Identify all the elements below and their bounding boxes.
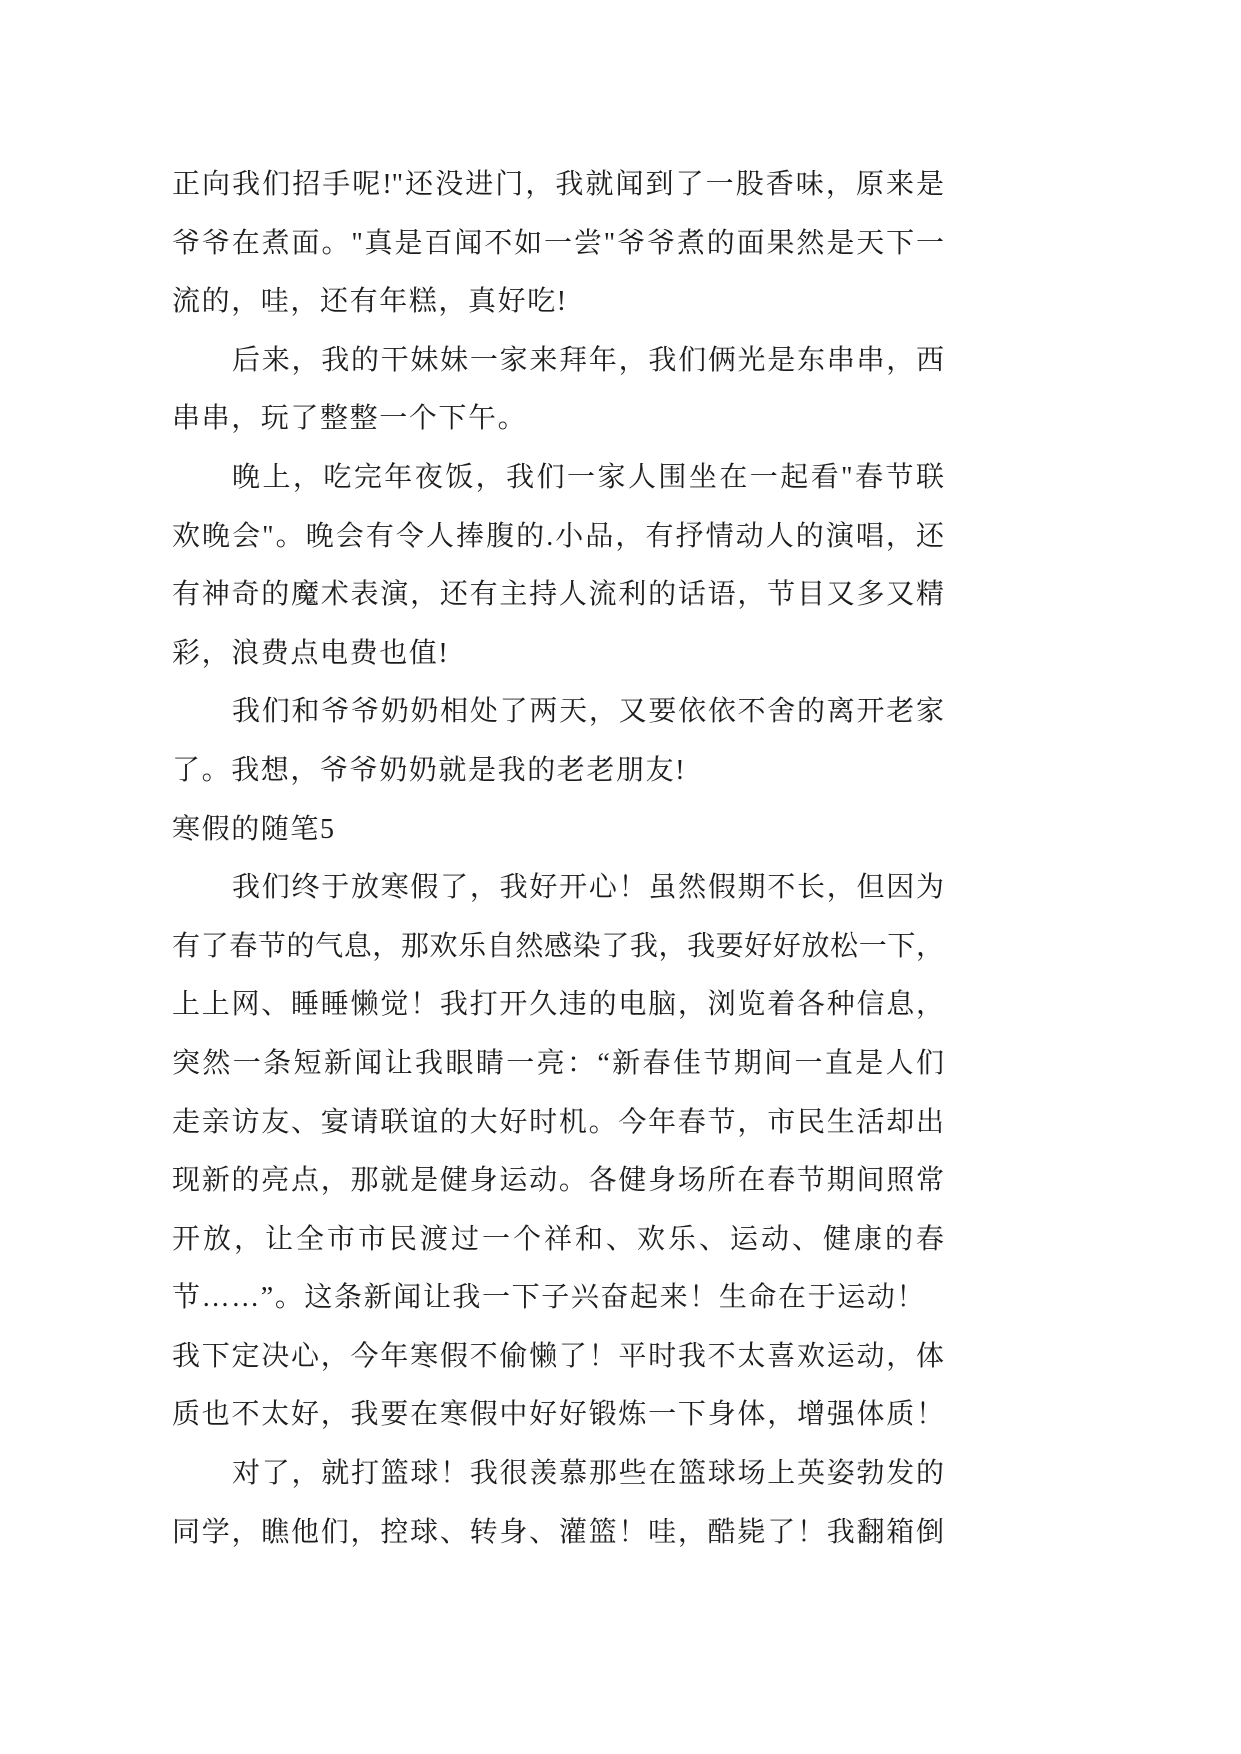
text-line: 后来，我的干妹妹一家来拜年，我们俩光是东串串，西 <box>232 344 944 376</box>
text-line: 爷爷在煮面。"真是百闻不如一尝"爷爷煮的面果然是天下一 <box>172 227 944 259</box>
text-line: 开放，让全市市民渡过一个祥和、欢乐、运动、健康的春 <box>172 1223 944 1255</box>
text-line: 了。我想，爷爷奶奶就是我的老老朋友! <box>172 754 687 786</box>
paragraph <box>172 683 944 800</box>
text-line: 对了，就打篮球！我很羡慕那些在篮球场上英姿勃发的 <box>232 1458 944 1490</box>
text-line: 突然一条短新闻让我眼睛一亮：“新春佳节期间一直是人们 <box>172 1047 944 1079</box>
paragraph <box>172 332 944 449</box>
text-line: 彩，浪费点电费也值! <box>172 637 450 669</box>
text-line: 我们和爷爷奶奶相处了两天，又要依依不舍的离开老家 <box>232 696 944 728</box>
text-line: 上上网、睡睡懒觉！我打开久违的电脑，浏览着各种信息， <box>172 989 944 1021</box>
text-line: 有神奇的魔术表演，还有主持人流利的话语，节目又多又精 <box>172 579 944 611</box>
text-line: 有了春节的气息，那欢乐自然感染了我，我要好好放松一下， <box>172 930 944 962</box>
text-line: 我下定决心，今年寒假不偷懒了！平时我不太喜欢运动，体 <box>172 1340 944 1372</box>
essay-title: 寒假的随笔5 <box>172 813 336 845</box>
text-line: 晚上，吃完年夜饭，我们一家人围坐在一起看"春节联 <box>232 461 944 493</box>
essay <box>172 801 944 1563</box>
paragraph <box>172 1328 944 1445</box>
text-line: 正向我们招手呢!"还没进门，我就闻到了一股香味，原来是 <box>172 169 944 200</box>
paragraph <box>172 859 944 1328</box>
paragraph <box>172 156 944 332</box>
text-line: 流的，哇，还有年糕，真好吃! <box>172 286 568 318</box>
text-line: 节……”。这条新闻让我一下子兴奋起来！生命在于运动！ <box>172 1282 927 1314</box>
text-line: 现新的亮点，那就是健身运动。各健身场所在春节期间照常 <box>172 1165 944 1197</box>
previous-essay-continuation <box>172 156 944 801</box>
paragraph <box>172 1445 944 1562</box>
text-line: 质也不太好，我要在寒假中好好锻炼一下身体，增强体质！ <box>172 1399 944 1431</box>
text-line: 欢晚会"。晚会有令人捧腹的.小品，有抒情动人的演唱，还 <box>172 520 944 552</box>
text-line: 同学，瞧他们，控球、转身、灌篮！哇，酷毙了！我翻箱倒 <box>172 1516 944 1548</box>
paragraph <box>172 449 944 683</box>
document-body <box>172 156 944 1562</box>
text-line: 串串，玩了整整一个下午。 <box>172 403 528 435</box>
text-line: 走亲访友、宴请联谊的大好时机。今年春节，市民生活却出 <box>172 1106 944 1138</box>
text-line: 我们终于放寒假了，我好开心！虽然假期不长，但因为 <box>232 872 944 904</box>
